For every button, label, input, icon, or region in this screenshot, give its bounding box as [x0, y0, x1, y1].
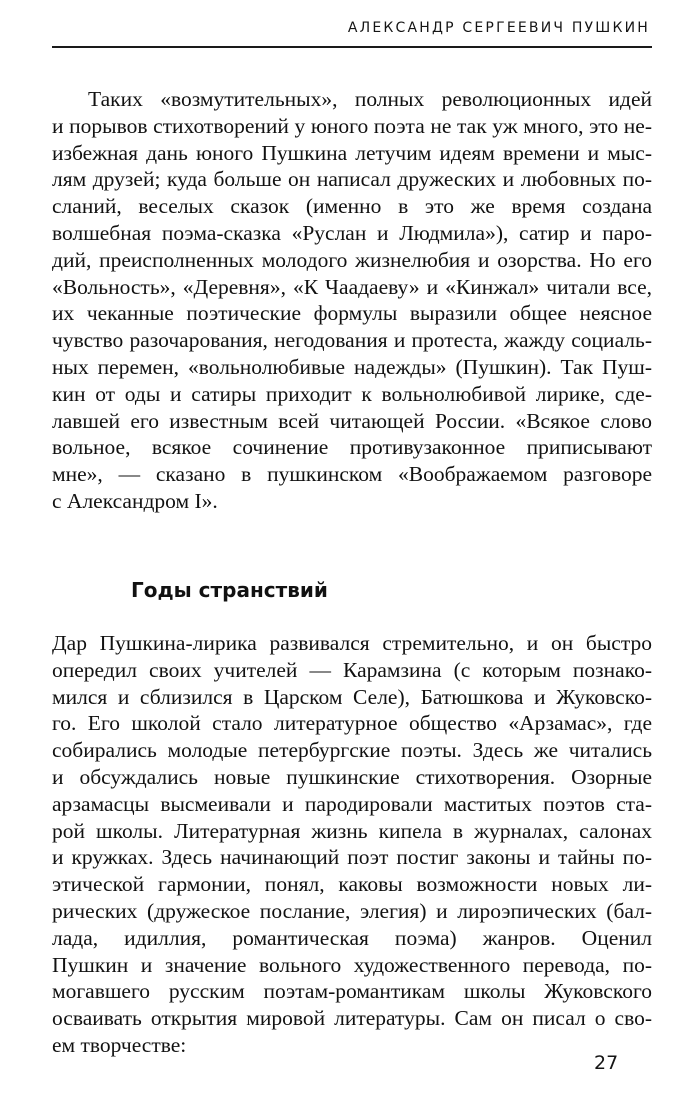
- section-heading: Годы странствий: [131, 578, 328, 602]
- text-line: кин от оды и сатиры приходит к вольнолюбивой лирике, сде-: [52, 381, 652, 406]
- text-line: лавшей его известным всей читающей России. «Всякое слово: [52, 408, 652, 433]
- header-rule: [52, 46, 652, 48]
- text-line: рой школы. Литературная жизнь кипела в журналах, салонах: [52, 818, 652, 843]
- text-line: с Александром I».: [52, 488, 218, 513]
- text-line: их чеканные поэтические формулы выразили общее неясное: [52, 301, 652, 326]
- text-line: вольное, всякое сочинение противузаконное приписывают: [52, 435, 652, 460]
- text-line: лада, идиллия, романтическая поэма) жанров. Оценил: [52, 925, 652, 950]
- text-line: дий, преисполненных молодого жизнелюбия и озорства. Но его: [52, 247, 652, 272]
- page-number: 27: [594, 1052, 619, 1074]
- text-line: арзамасцы высмеивали и пародировали маститых поэтов ста-: [52, 791, 652, 816]
- text-line: и обсуждались новые пушкинские стихотворения. Озорные: [52, 764, 652, 789]
- text-line: и порывов стихотворений у юного поэта не так уж много, это не-: [52, 113, 652, 138]
- text-line: мился и сблизился в Царском Селе), Батюшкова и Жуковско-: [52, 684, 652, 709]
- text-line: этической гармонии, понял, каковы возможности новых ли-: [52, 872, 652, 897]
- text-line: собирались молодые петербургские поэты. Здесь же читались: [52, 738, 652, 763]
- text-line: сланий, веселых сказок (именно в это же время создана: [52, 194, 652, 219]
- text-line: ных перемен, «вольнолюбивые надежды» (Пушкин). Так Пуш-: [52, 354, 652, 379]
- text-line: и кружках. Здесь начинающий поэт постиг законы и тайны по-: [52, 845, 652, 870]
- text-line: мне», — сказано в пушкинском «Воображаемом разговоре: [52, 462, 652, 487]
- text-line: Пушкин и значение вольного художественного перевода, по-: [52, 952, 652, 977]
- text-line: чувство разочарования, негодования и протеста, жажду социаль-: [52, 328, 652, 353]
- text-line: избежная дань юного Пушкина летучим идеям времени и мыс-: [52, 140, 652, 165]
- paragraph-revolutionary-poems: [52, 86, 652, 515]
- paragraph-arzamas: [52, 630, 652, 1059]
- text-line: лям друзей; куда больше он написал дружеских и любовных по-: [52, 167, 652, 192]
- running-head-title: АЛЕКСАНДР СЕРГЕЕВИЧ ПУШКИН: [347, 20, 650, 36]
- text-line: го. Его школой стало литературное общество «Арзамас», где: [52, 711, 652, 736]
- text-line: волшебная поэма-сказка «Руслан и Людмила»), сатир и паро-: [52, 220, 652, 245]
- text-line: Дар Пушкина-лирика развивался стремительно, и он быстро: [52, 631, 652, 655]
- text-line: Таких «возмутительных», полных революционных идей: [88, 87, 652, 111]
- text-line: «Вольность», «Деревня», «К Чаадаеву» и «Кинжал» читали все,: [52, 274, 652, 299]
- text-line: осваивать открытия мировой литературы. Сам он писал о сво-: [52, 1006, 652, 1031]
- text-line: опередил своих учителей — Карамзина (с которым познако-: [52, 657, 652, 682]
- text-line: ем творчестве:: [52, 1032, 187, 1057]
- text-line: рических (дружеское послание, элегия) и лироэпических (бал-: [52, 898, 652, 923]
- text-line: могавшего русским поэтам-романтикам школы Жуковского: [52, 979, 652, 1004]
